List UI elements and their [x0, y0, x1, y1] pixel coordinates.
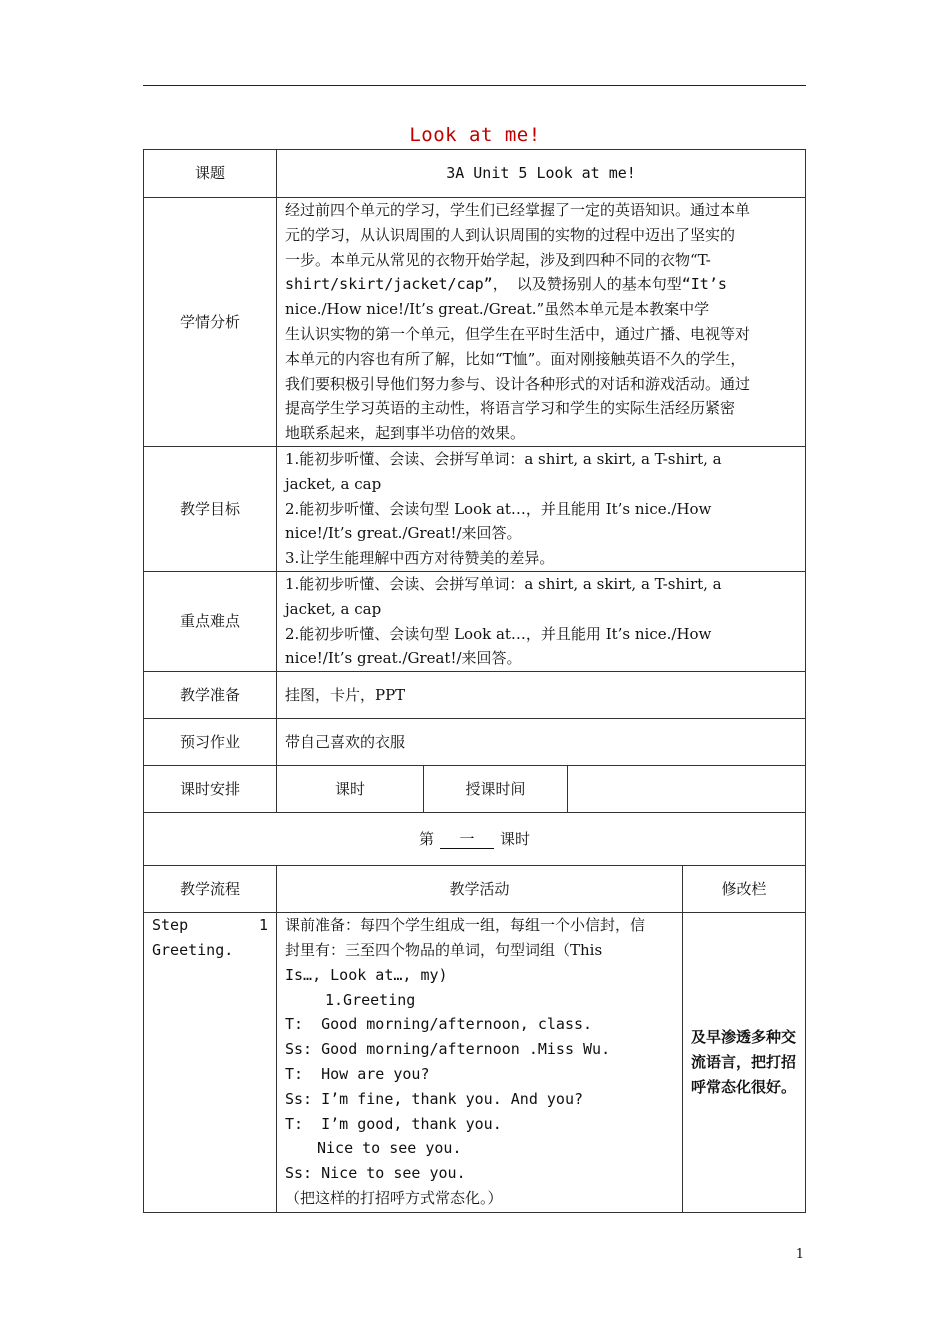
row-objectives [144, 447, 806, 572]
analysis-line: 我们要积极引导他们努力参与、设计各种形式的对话和游戏活动。通过 [285, 374, 751, 393]
lesson-suffix: 课时 [500, 829, 531, 848]
activity-line: 封里有：三至四个物品的单词，句型词组（This [285, 940, 603, 959]
analysis-line: 地联系起来，起到事半功倍的效果。 [285, 424, 526, 443]
objective-line: 1.能初步听懂、会读、会拼写单词：a shirt, a skirt, a T-shirt, a [285, 450, 722, 468]
activity-line: Nice to see you. [317, 1139, 462, 1158]
row-step1 [144, 913, 806, 1213]
analysis-line: 本单元的内容也有所了解，比如“T恤”。面对刚接触英语不久的学生， [285, 349, 746, 368]
homework-value: 带自己喜欢的衣服 [277, 719, 806, 766]
key-point-line: 1.能初步听懂、会读、会拼写单词：a shirt, a skirt, a T-shirt, a [285, 575, 722, 593]
key-point-line: jacket, a cap [285, 599, 382, 618]
time-value [568, 766, 806, 813]
activity-line: Ss: Good morning/afternoon .Miss Wu. [285, 1040, 611, 1059]
activity-line: 课前准备：每四个学生组成一组，每组一个小信封，信 [285, 916, 646, 935]
label-homework: 预习作业 [144, 719, 277, 766]
analysis-line: 生认识实物的第一个单元，但学生在平时生活中，通过广播、电视等对 [285, 325, 751, 343]
activity-line: （把这样的打招呼方式常态化。） [285, 1188, 503, 1207]
row-topic [144, 150, 806, 198]
lesson-number-blank: 一 [440, 830, 494, 849]
analysis-line: shirt/skirt/jacket/cap”， 以及赞扬别人的基本句型“It’s [285, 275, 727, 294]
label-preparation: 教学准备 [144, 672, 277, 719]
row-preparation [144, 672, 806, 719]
key-points-text [277, 572, 806, 672]
row-schedule [144, 766, 806, 813]
step1-name: Greeting. [152, 940, 234, 959]
activity-line: Ss: Nice to see you. [285, 1164, 466, 1183]
header-revision: 修改栏 [683, 866, 806, 913]
activity-line: T: Good morning/afternoon, class. [285, 1015, 593, 1034]
activity-line: Is…, Look at…, my) [285, 965, 448, 984]
objectives-text [277, 447, 806, 572]
step1-revision-note: 及早渗透多种交流语言，把打招呼常态化很好。 [683, 913, 806, 1213]
time-label: 授课时间 [424, 766, 568, 813]
analysis-line: 元的学习，从认识周围的人到认识周围的实物的过程中迈出了坚实的 [285, 225, 736, 244]
step1-heading [152, 913, 268, 938]
activity-line: T: How are you? [285, 1064, 430, 1083]
label-schedule: 课时安排 [144, 766, 277, 813]
page-number-wrap [0, 1247, 950, 1262]
objective-line: 3.让学生能理解中西方对待赞美的差异。 [285, 549, 555, 568]
header-activity: 教学活动 [277, 866, 683, 913]
label-key-points: 重点难点 [144, 572, 277, 672]
analysis-line: 提高学生学习英语的主动性，将语言学习和学生的实际生活经历紧密 [285, 399, 736, 418]
objective-line: jacket, a cap [285, 474, 382, 493]
label-objectives: 教学目标 [144, 447, 277, 572]
analysis-line: 经过前四个单元的学习，学生们已经掌握了一定的英语知识。通过本单 [285, 201, 751, 220]
step1-step-number: 1 [258, 916, 268, 935]
step1-step: Step [152, 916, 189, 935]
objective-line: 2.能初步听懂、会读句型 Look at…，并且能用 It’s nice./How [285, 499, 712, 518]
header-rule [143, 85, 806, 86]
activity-line: Ss: I’m fine, thank you. And you? [285, 1089, 584, 1108]
lesson-number [144, 813, 806, 866]
lesson-prefix: 第 [419, 829, 435, 848]
row-homework [144, 719, 806, 766]
analysis-line: nice./How nice!/It’s great./Great.”虽然本单元是本教案中学 [285, 300, 710, 319]
row-key-points [144, 572, 806, 672]
analysis-line: 一步。本单元从常见的衣物开始学起，涉及到四种不同的衣物“T- [285, 250, 711, 269]
row-flow-header [144, 866, 806, 913]
document-title: Look at me! [409, 124, 541, 146]
header-process: 教学流程 [144, 866, 277, 913]
step1-process [144, 913, 277, 1213]
objective-line: nice!/It’s great./Great!/来回答。 [285, 524, 522, 543]
activity-line: T: I’m good, thank you. [285, 1114, 502, 1133]
lesson-plan-table [143, 149, 806, 1213]
key-point-line: nice!/It’s great./Great!/来回答。 [285, 649, 522, 668]
label-analysis: 学情分析 [144, 198, 277, 447]
activity-line: 1.Greeting [325, 990, 416, 1009]
page-number: 1 [795, 1247, 804, 1262]
key-point-line: 2.能初步听懂、会读句型 Look at…，并且能用 It’s nice./How [285, 624, 712, 643]
period-label: 课时 [277, 766, 424, 813]
label-topic: 课题 [144, 150, 277, 198]
preparation-value: 挂图，卡片，PPT [277, 672, 806, 719]
topic-value: 3A Unit 5 Look at me! [277, 150, 806, 198]
row-lesson-number [144, 813, 806, 866]
step1-activity [277, 913, 683, 1213]
analysis-text [277, 198, 806, 447]
row-analysis [144, 198, 806, 447]
